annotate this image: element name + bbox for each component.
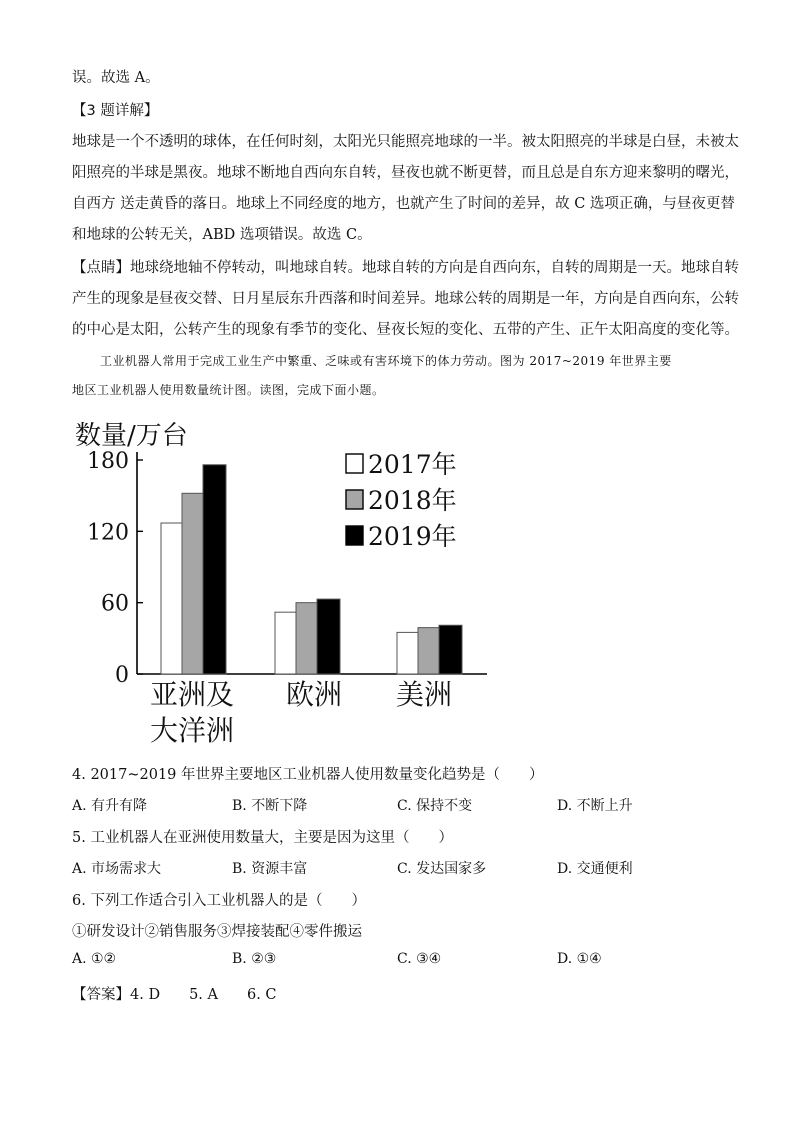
q4-option-d: D. 不断上升: [557, 798, 633, 814]
bar: [203, 465, 226, 674]
legend-label: 2017年: [368, 450, 457, 479]
previous-answer-tail: 误。故选 A。: [72, 70, 160, 86]
q3-explanation-line: 自西方 送走黄昏的落日。地球上不同经度的地方，也就产生了时间的差异，故 C 选项正确，与昼夜更替: [72, 196, 735, 212]
legend-swatch: [346, 490, 363, 509]
question-6-stem: 6. 下列工作适合引入工业机器人的是（ ）: [72, 893, 366, 909]
q6-option-a: A. ①②: [72, 951, 117, 967]
bar: [296, 603, 319, 674]
q4-option-c: C. 保持不变: [397, 798, 473, 814]
question-6-items: ①研发设计②销售服务③焊接装配④零件搬运: [72, 924, 362, 940]
question-5-stem: 5. 工业机器人在亚洲使用数量大，主要是因为这里（ ）: [72, 830, 453, 846]
robot-usage-bar-chart: [0, 410, 794, 755]
bar: [439, 625, 462, 674]
q3-detail-header: 【3 题详解】: [72, 103, 159, 119]
x-category-label: 亚洲及: [149, 678, 235, 711]
q6-option-d: D. ①④: [557, 951, 602, 967]
q5-option-b: B. 资源丰富: [232, 861, 308, 877]
intro-line: 工业机器人常用于完成工业生产中繁重、乏味或有害环境下的体力劳动。图为 2017~2019 年世界主要: [100, 354, 672, 368]
bar: [397, 632, 420, 674]
question-4-stem: 4. 2017~2019 年世界主要地区工业机器人使用数量变化趋势是（ ）: [72, 767, 544, 783]
answer-tag: 【答案】: [72, 987, 130, 1003]
q6-option-c: C. ③④: [397, 951, 442, 967]
bar: [275, 612, 298, 674]
y-tick-label: 120: [87, 520, 129, 546]
intro-line: 地区工业机器人使用数量统计图。读图，完成下面小题。: [72, 383, 385, 397]
bar: [418, 628, 441, 674]
dianjing-line: 产生的现象是昼夜交替、日月星辰东升西落和时间差异。地球公转的周期是一年，方向是自西向东，公转: [72, 291, 739, 307]
answer-text: 4. D 5. A 6. C: [130, 987, 277, 1003]
legend-swatch: [346, 526, 363, 545]
dianjing-text: 地球绕地轴不停转动，叫地球自转。地球自转的方向是自西向东，自转的周期是一天。地球自转: [130, 260, 739, 276]
legend-swatch: [346, 454, 363, 473]
q3-explanation-line: 和地球的公转无关，ABD 选项错误。故选 C。: [72, 227, 372, 243]
q5-option-c: C. 发达国家多: [397, 861, 487, 877]
q6-option-b: B. ②③: [232, 951, 277, 967]
q3-explanation-line: 地球是一个不透明的球体，在任何时刻，太阳光只能照亮地球的一半。被太阳照亮的半球是白昼，未被太: [72, 134, 739, 150]
q4-option-b: B. 不断下降: [232, 798, 308, 814]
x-category-label: 美洲: [395, 678, 453, 711]
legend-label: 2019年: [368, 522, 457, 551]
bar: [182, 493, 205, 674]
y-tick-label: 0: [115, 663, 129, 688]
x-category-label: 欧洲: [285, 678, 343, 711]
q3-explanation-line: 阳照亮的半球是黑夜。地球不断地自西向东自转，昼夜也就不断更替，而且总是自东方迎来黎明的曙光，: [72, 165, 739, 181]
y-tick-label: 60: [101, 591, 129, 617]
answer-line: [72, 983, 277, 1004]
x-category-label: 大洋洲: [149, 714, 235, 747]
bar: [317, 599, 340, 674]
q4-option-a: A. 有升有降: [72, 798, 148, 814]
dianjing-tag: 【点睛】: [72, 260, 130, 276]
dianjing-line: 的中心是太阳，公转产生的现象有季节的变化、昼夜长短的变化、五带的产生、正午太阳高度的变化等。: [72, 322, 739, 338]
q5-option-d: D. 交通便利: [557, 861, 633, 877]
dianjing-line-1: [72, 256, 739, 277]
q5-option-a: A. 市场需求大: [72, 861, 162, 877]
bar: [161, 523, 184, 674]
legend-label: 2018年: [368, 486, 457, 515]
y-axis-label: 数量/万台: [75, 421, 188, 451]
y-tick-label: 180: [87, 449, 129, 474]
